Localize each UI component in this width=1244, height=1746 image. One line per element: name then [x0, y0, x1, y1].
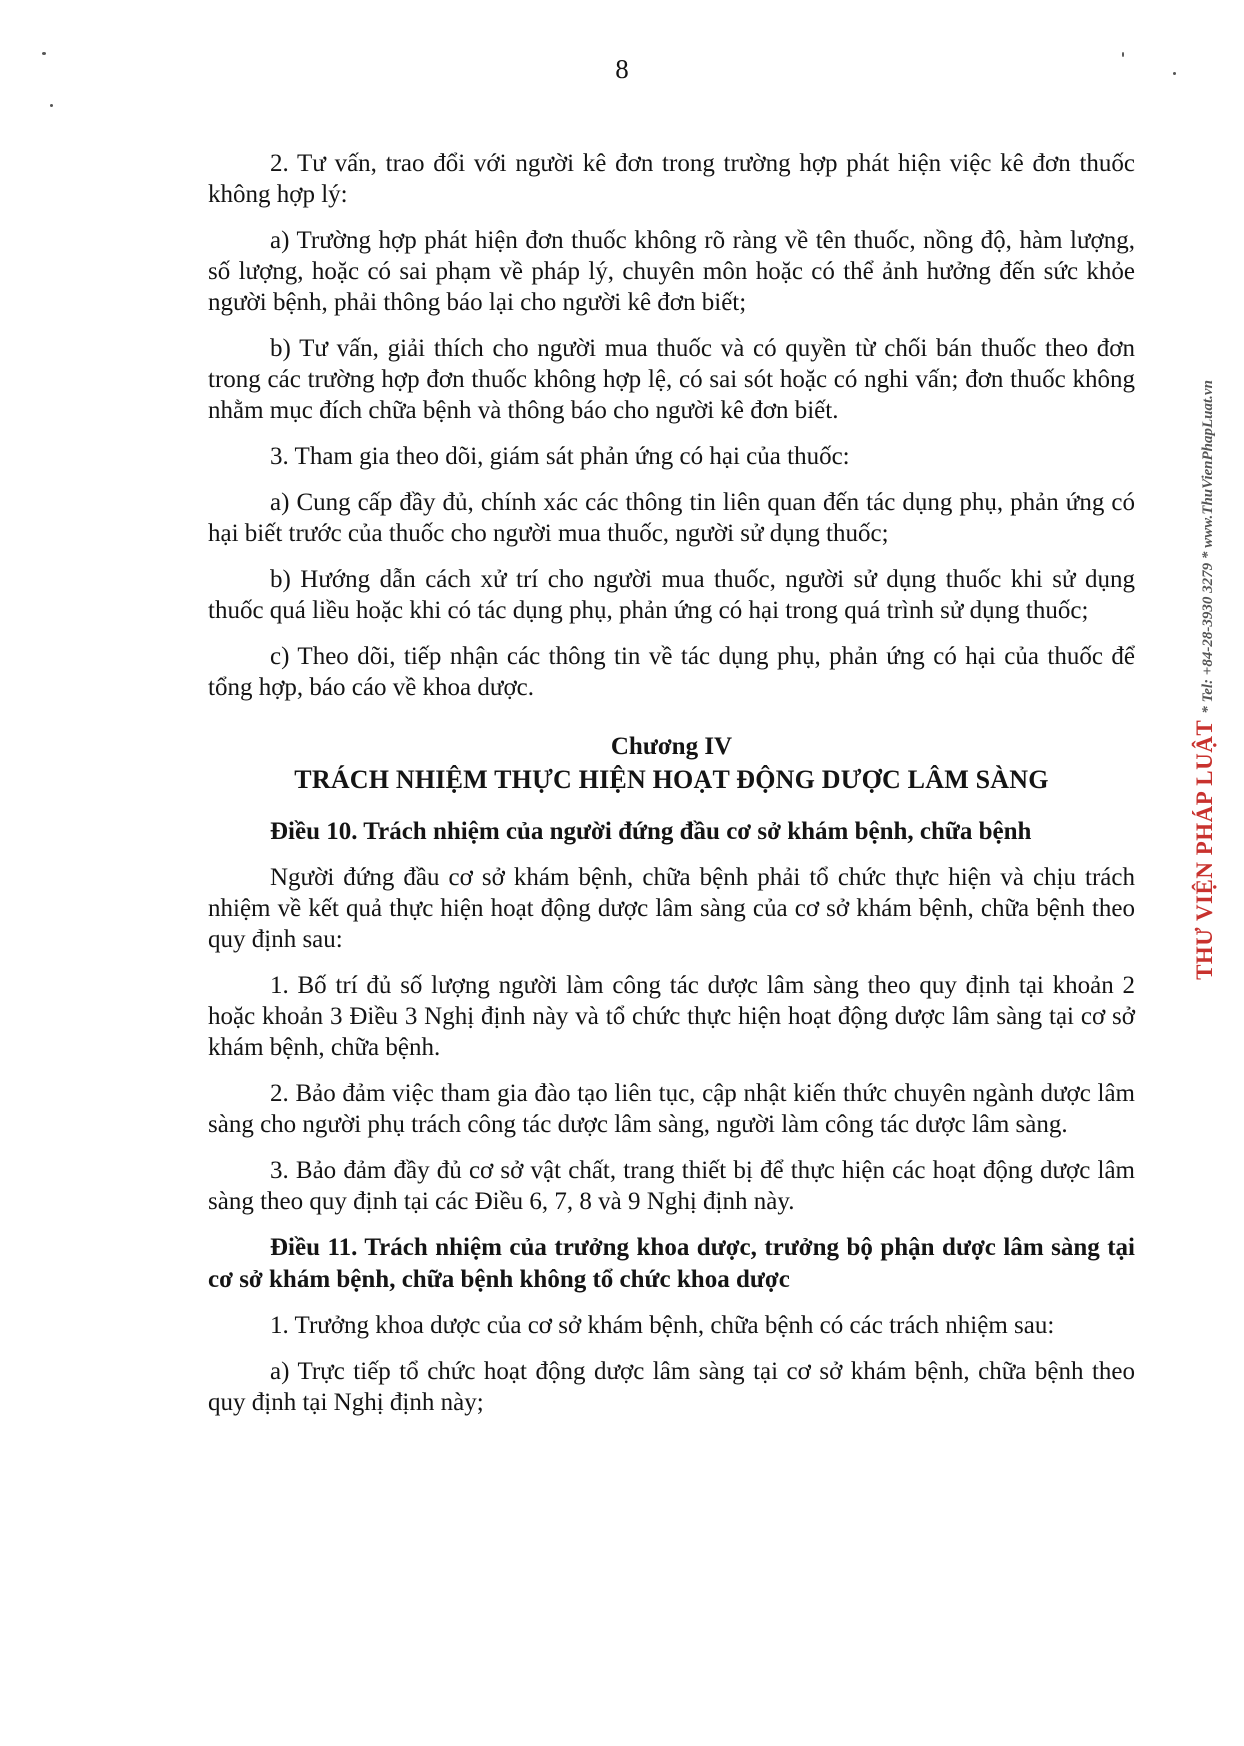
watermark-contact: * Tel: +84-28-3930 3279 * www.ThuVienPhapLuat.vn: [1200, 380, 1216, 714]
document-body: [208, 148, 1135, 1433]
article-11-heading: Điều 11. Trách nhiệm của trưởng khoa dược, trưởng bộ phận dược lâm sàng tại cơ sở khám bệnh, chữa bệnh không tổ chức khoa dược: [208, 1234, 1135, 1293]
scan-speck: [1173, 72, 1176, 75]
page-number: 8: [615, 54, 629, 84]
side-watermark: [1192, 380, 1218, 980]
paragraph-clause-3a: a) Cung cấp đầy đủ, chính xác các thông tin liên quan đến tác dụng phụ, phản ứng có hại biết trước của thuốc cho người mua thuốc, người sử dụng thuốc;: [208, 489, 1135, 547]
article-10-clause-3: 3. Bảo đảm đầy đủ cơ sở vật chất, trang thiết bị để thực hiện các hoạt động dược lâm sàng theo quy định tại các Điều 6, 7, 8 và 9 Nghị định này.: [208, 1157, 1135, 1215]
article-10-clause-1: 1. Bố trí đủ số lượng người làm công tác dược lâm sàng theo quy định tại khoản 2 hoặc khoản 3 Điều 3 Nghị định này và tổ chức thực hiện hoạt động dược lâm sàng tại cơ sở khám bệnh, chữa bệnh.: [208, 972, 1135, 1061]
article-11-clause-1a: a) Trực tiếp tổ chức hoạt động dược lâm sàng tại cơ sở khám bệnh, chữa bệnh theo quy định tại Nghị định này;: [208, 1358, 1135, 1416]
article-10-clause-2: 2. Bảo đảm việc tham gia đào tạo liên tục, cập nhật kiến thức chuyên ngành dược lâm sàng cho người phụ trách công tác dược lâm sàng, người làm công tác dược lâm sàng.: [208, 1080, 1135, 1138]
chapter-number: Chương IV: [610, 733, 733, 760]
article-10-intro: Người đứng đầu cơ sở khám bệnh, chữa bệnh phải tổ chức thực hiện và chịu trách nhiệm về kết quả thực hiện hoạt động dược lâm sàng của cơ sở khám bệnh, chữa bệnh theo quy định sau:: [208, 864, 1135, 953]
watermark-brand: THƯ VIỆN PHÁP LUẬT: [1192, 719, 1217, 980]
paragraph-clause-3c: c) Theo dõi, tiếp nhận các thông tin về tác dụng phụ, phản ứng có hại của thuốc để tổng hợp, báo cáo về khoa dược.: [208, 643, 1135, 701]
paragraph-clause-2: 2. Tư vấn, trao đổi với người kê đơn trong trường hợp phát hiện việc kê đơn thuốc không hợp lý:: [208, 150, 1135, 208]
paragraph-clause-3: 3. Tham gia theo dõi, giám sát phản ứng có hại của thuốc:: [270, 443, 850, 470]
article-10-heading: Điều 10. Trách nhiệm của người đứng đầu cơ sở khám bệnh, chữa bệnh: [270, 818, 1032, 845]
scan-speck: [50, 104, 53, 107]
paragraph-clause-2b: b) Tư vấn, giải thích cho người mua thuốc và có quyền từ chối bán thuốc theo đơn trong các trường hợp đơn thuốc không hợp lệ, có sai sót hoặc có nghi vấn; đơn thuốc không nhằm mục đích chữa bệnh và thông báo cho người kê đơn biết.: [208, 335, 1135, 424]
scan-speck: [42, 52, 46, 55]
article-11-clause-1: 1. Trưởng khoa dược của cơ sở khám bệnh, chữa bệnh có các trách nhiệm sau:: [270, 1312, 1055, 1339]
chapter-title: TRÁCH NHIỆM THỰC HIỆN HOẠT ĐỘNG DƯỢC LÂM SÀNG: [294, 765, 1049, 794]
scan-speck: [1122, 52, 1124, 57]
paragraph-clause-3b: b) Hướng dẫn cách xử trí cho người mua thuốc, người sử dụng thuốc khi sử dụng thuốc quá liều hoặc khi có tác dụng phụ, phản ứng có hại trong quá trình sử dụng thuốc;: [208, 566, 1135, 624]
paragraph-clause-2a: a) Trường hợp phát hiện đơn thuốc không rõ ràng về tên thuốc, nồng độ, hàm lượng, số lượng, hoặc có sai phạm về pháp lý, chuyên môn hoặc có thể ảnh hưởng đến sức khỏe người bệnh, phải thông báo lại cho người kê đơn biết;: [208, 227, 1135, 316]
